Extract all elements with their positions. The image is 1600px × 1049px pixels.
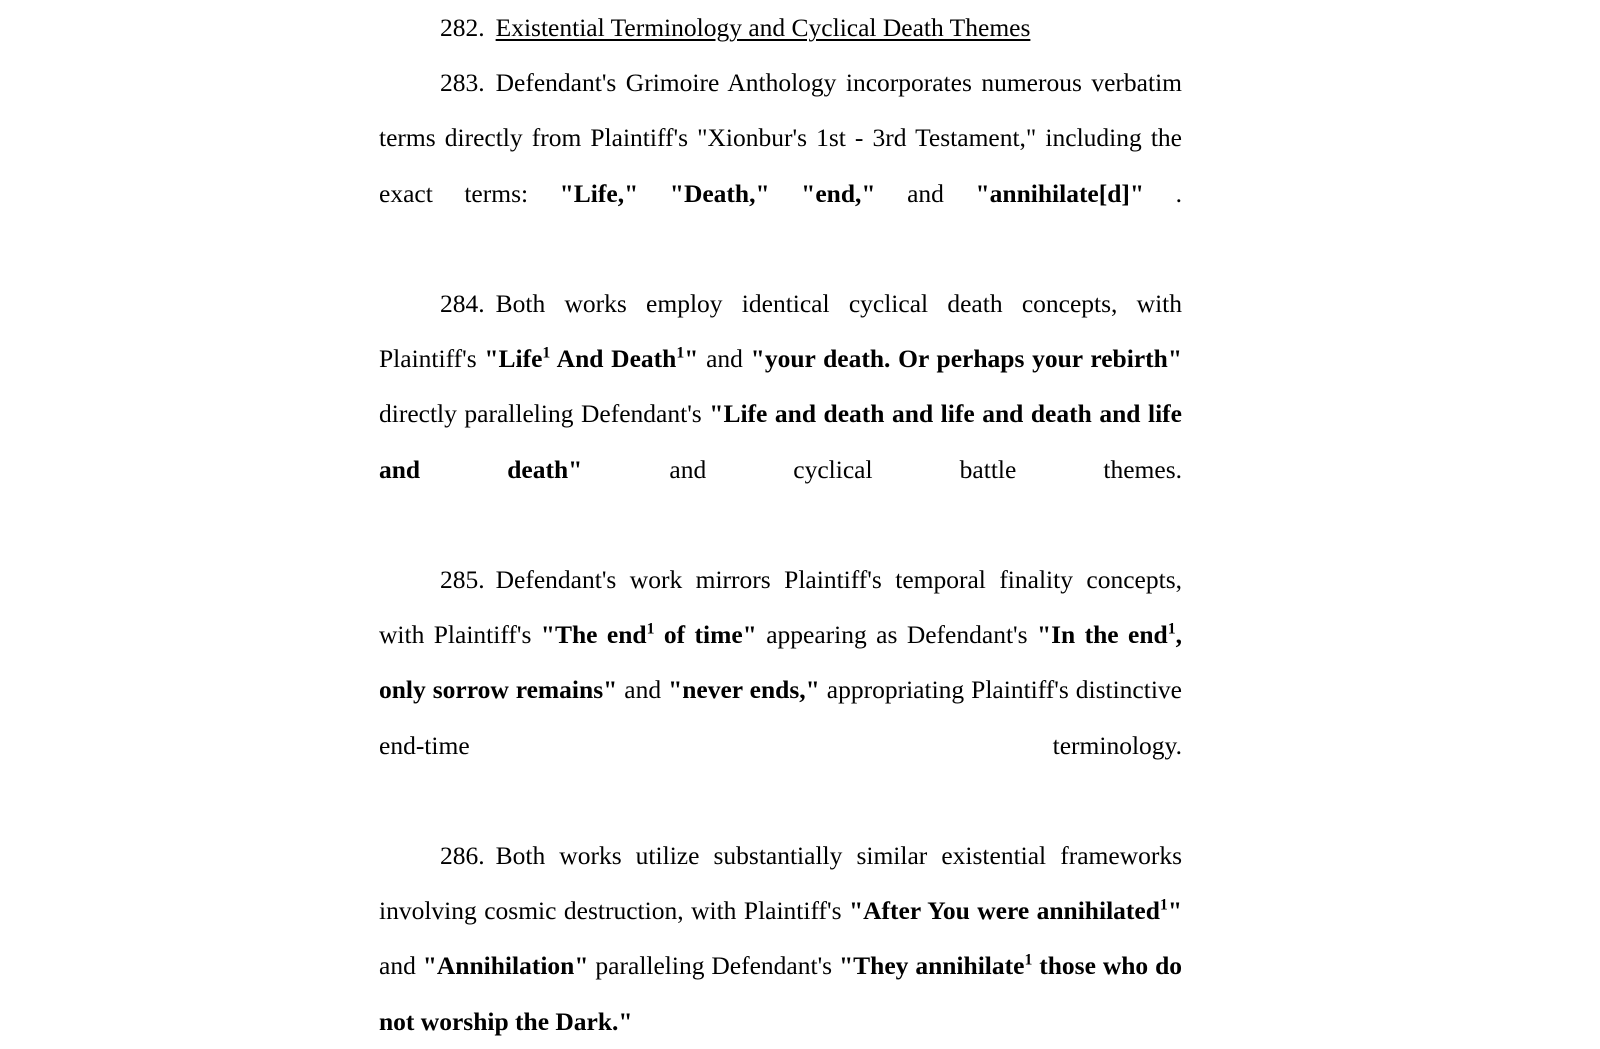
quote-1-part-a: "After You were annihilated	[848, 896, 1160, 926]
quote-3-part-b: those who do not worship the Dark."	[379, 951, 1183, 1036]
quote-1-part-b: And Death	[550, 344, 677, 374]
footnote-marker-1: 1	[646, 620, 655, 638]
footnote-marker-2: 1	[1167, 620, 1176, 638]
paragraph-284-quote-3: "Life and death and life and death and life and death"	[379, 399, 1182, 484]
paragraph-283	[379, 55, 1182, 276]
paragraph-number-285: 285.	[440, 565, 485, 595]
paragraph-284-run-1: Both works employ identical cyclical death concepts, with Plaintiff's	[379, 289, 1182, 374]
quote-1-part-a: "The end	[540, 620, 647, 650]
quote-3-part-a: "They annihilate	[839, 951, 1025, 981]
paragraph-284-run-3: directly paralleling Defendant's	[379, 399, 710, 429]
paragraph-286-run-3: paralleling Defendant's	[588, 951, 839, 981]
paragraph-283-quoted-terms-2: "annihilate[d]"	[975, 178, 1145, 208]
paragraph-number-283: 283.	[440, 68, 485, 98]
footnote-marker-1: 1	[1159, 896, 1168, 914]
paragraph-286-quote-2: "Annihilation"	[422, 951, 589, 981]
paragraph-number-286: 286.	[440, 841, 485, 871]
quote-1-part-b: "	[1167, 896, 1182, 926]
paragraph-285-quote-3: "never ends,"	[668, 675, 820, 705]
paragraph-286	[379, 828, 1182, 1049]
paragraph-284	[379, 276, 1182, 552]
paragraph-number-282: 282.	[440, 13, 485, 42]
paragraph-283-run-2: and	[875, 178, 976, 208]
paragraph-284-quote-2: "your death. Or perhaps your rebirth"	[750, 344, 1182, 374]
document-text-column	[379, 0, 1182, 1049]
paragraph-285-quote-1	[541, 620, 757, 649]
paragraph-284-quote-1	[484, 344, 698, 373]
footnote-marker-1: 1	[542, 344, 551, 362]
paragraph-286-quote-1	[849, 896, 1182, 925]
paragraph-285-run-3: and	[617, 675, 669, 705]
paragraph-285	[379, 552, 1182, 828]
footnote-marker-2: 1	[1024, 951, 1033, 969]
footnote-marker-2: 1	[676, 344, 685, 362]
paragraph-282-heading	[379, 0, 1182, 55]
paragraph-283-run-1: Defendant's Grimoire Anthology incorporates numerous verbatim terms directly from Plaintiff's "Xionbur's 1st - 3rd Testament," including the exact terms:	[379, 68, 1182, 208]
paragraph-284-run-2: and	[698, 344, 751, 374]
paragraph-285-run-1: Defendant's work mirrors Plaintiff's temporal finality concepts, with Plaintiff's	[379, 565, 1182, 650]
quote-1-part-b: of time"	[654, 620, 757, 650]
quote-1-part-a: "Life	[484, 344, 543, 374]
paragraph-283-run-3: .	[1144, 178, 1183, 208]
paragraph-285-run-4: appropriating Plaintiff's distinctive end-time terminology.	[379, 675, 1182, 760]
paragraph-284-run-4: and cyclical battle themes.	[582, 454, 1182, 484]
paragraph-283-quoted-terms-1: "Life," "Death," "end,"	[559, 178, 876, 208]
quote-2-part-a: "In the end	[1036, 620, 1168, 650]
quote-2-part-b: , only sorrow remains"	[379, 620, 1182, 705]
paragraph-286-run-2: and	[379, 951, 423, 981]
quote-1-part-c: "	[684, 344, 699, 374]
paragraph-number-284: 284.	[440, 289, 485, 319]
paragraph-285-run-2: appearing as Defendant's	[756, 620, 1037, 650]
paragraph-286-run-1: Both works utilize substantially similar existential frameworks involving cosmic destruction, with Plaintiff's	[379, 841, 1182, 926]
heading-282-title: Existential Terminology and Cyclical Death Themes	[495, 13, 1031, 42]
